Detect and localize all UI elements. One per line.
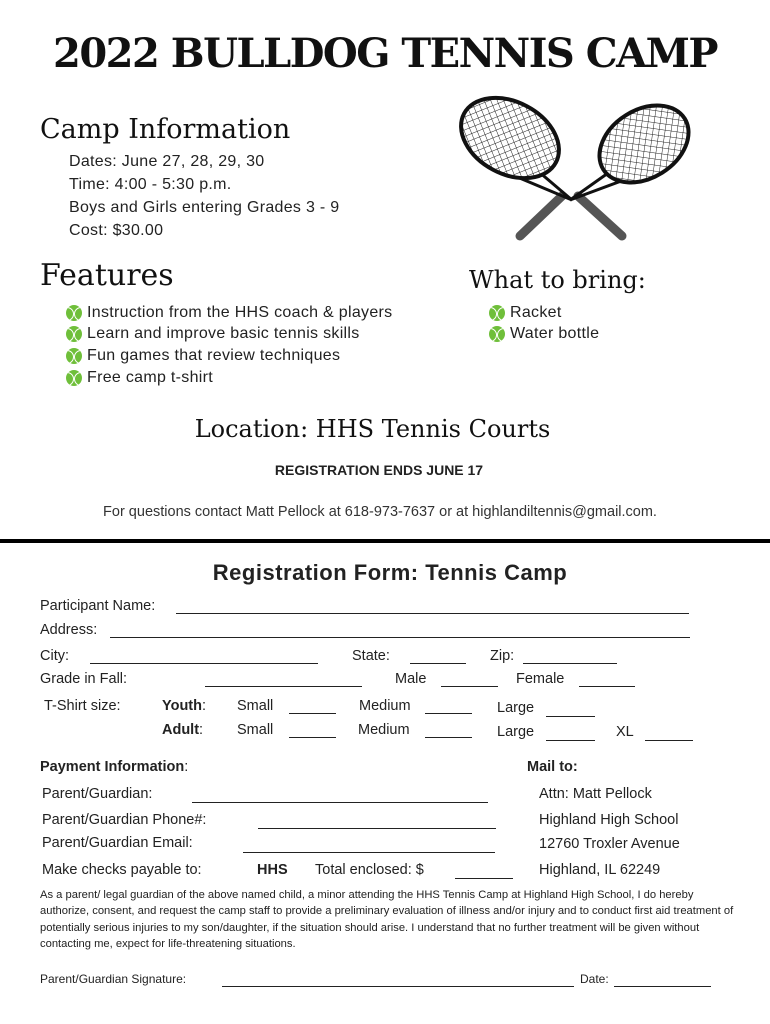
section-divider — [0, 539, 770, 543]
state-label: State: — [352, 648, 390, 664]
youth-small-field[interactable] — [289, 713, 336, 714]
adult-xl-field[interactable] — [645, 740, 693, 741]
camp-dates: Dates: June 27, 28, 29, 30 — [69, 153, 265, 170]
camp-grades: Boys and Girls entering Grades 3 - 9 — [69, 199, 340, 216]
tennis-ball-icon — [66, 370, 82, 386]
tennis-ball-icon — [489, 326, 505, 342]
phone-field[interactable] — [258, 828, 496, 829]
email-field[interactable] — [243, 852, 495, 853]
adult-xl-label: XL — [616, 724, 634, 740]
participant-name-label: Participant Name: — [40, 598, 156, 614]
feature-item — [66, 304, 392, 322]
youth-large-field[interactable] — [546, 716, 595, 717]
youth-large-label: Large — [497, 700, 535, 716]
address-field[interactable] — [110, 637, 690, 638]
form-title: Registration Form: Tennis Camp — [212, 560, 568, 585]
mail-line: Highland High School — [539, 812, 679, 828]
parent-label: Parent/Guardian: — [42, 786, 153, 802]
youth-medium-field[interactable] — [425, 713, 472, 714]
zip-field[interactable] — [523, 663, 617, 664]
checks-label: Make checks payable to: — [42, 862, 202, 878]
male-label: Male — [395, 671, 427, 687]
payee: HHS — [257, 862, 288, 878]
total-enclosed-field[interactable] — [455, 878, 513, 879]
mail-line: Highland, IL 62249 — [539, 862, 661, 878]
date-field[interactable] — [614, 986, 711, 987]
city-label: City: — [40, 648, 69, 664]
adult-small-label: Small — [237, 722, 274, 738]
tennis-ball-icon — [489, 305, 505, 321]
grade-label: Grade in Fall: — [40, 671, 128, 687]
adult-medium-field[interactable] — [425, 737, 472, 738]
mail-line: 12760 Troxler Avenue — [539, 836, 680, 852]
youth-medium-label: Medium — [359, 698, 411, 714]
mail-to-heading: Mail to: — [527, 759, 578, 775]
bring-text: Racket — [510, 304, 562, 321]
participant-name-field[interactable] — [176, 613, 689, 614]
payment-heading: Payment Information: — [40, 759, 189, 775]
signature-label: Parent/Guardian Signature: — [40, 972, 187, 986]
feature-text: Free camp t-shirt — [87, 369, 214, 386]
address-label: Address: — [40, 622, 98, 638]
youth-label: Youth: — [162, 698, 207, 714]
camp-info-heading: Camp Information — [40, 114, 291, 145]
feature-text: Fun games that review techniques — [87, 347, 341, 364]
feature-text: Instruction from the HHS coach & players — [87, 304, 393, 321]
female-label: Female — [516, 671, 565, 687]
feature-item — [66, 369, 213, 387]
date-label: Date: — [580, 972, 609, 986]
feature-text: Learn and improve basic tennis skills — [87, 325, 360, 342]
contact-info: For questions contact Matt Pellock at 618-973-7637 or at highlandiltennis@gmail.com. — [103, 504, 657, 520]
adult-label: Adult: — [162, 722, 204, 738]
tshirt-label: T-Shirt size: — [44, 698, 121, 714]
male-field[interactable] — [441, 686, 498, 687]
email-label: Parent/Guardian Email: — [42, 835, 193, 851]
parent-field[interactable] — [192, 802, 488, 803]
zip-label: Zip: — [490, 648, 515, 664]
tennis-ball-icon — [66, 326, 82, 342]
total-enclosed-label: Total enclosed: $ — [315, 862, 424, 878]
page-title: 2022 BULLDOG TENNIS CAMP — [53, 30, 717, 77]
signature-field[interactable] — [222, 986, 574, 987]
city-field[interactable] — [90, 663, 318, 664]
adult-large-label: Large — [497, 724, 535, 740]
feature-item — [66, 325, 360, 343]
bring-text: Water bottle — [510, 325, 600, 342]
bring-item — [489, 325, 599, 343]
camp-time: Time: 4:00 - 5:30 p.m. — [69, 176, 232, 193]
grade-field[interactable] — [205, 686, 362, 687]
adult-large-field[interactable] — [546, 740, 595, 741]
female-field[interactable] — [579, 686, 635, 687]
tennis-ball-icon — [66, 305, 82, 321]
feature-item — [66, 347, 340, 365]
tennis-ball-icon — [66, 348, 82, 364]
mail-line: Attn: Matt Pellock — [539, 786, 652, 802]
waiver-text: As a parent/ legal guardian of the above named child, a minor attending the HHS Tennis Camp at Highland High School, I do hereby authorize, consent, and request the camp staff to provide a preliminary evaluation of illness and/or injury and to conduct first aid treatment of potentially serious injuries to my son/daughter, if the situation should arise. I understand that no further treatment will be given without contacting me, expect for life-threatening situations. — [40, 889, 734, 951]
adult-small-field[interactable] — [289, 737, 336, 738]
location: Location: HHS Tennis Courts — [194, 415, 551, 443]
youth-small-label: Small — [237, 698, 274, 714]
features-heading: Features — [40, 258, 174, 293]
bring-heading: What to bring: — [469, 266, 646, 294]
tennis-rackets-icon — [452, 94, 698, 246]
bring-item — [489, 304, 562, 322]
phone-label: Parent/Guardian Phone#: — [42, 812, 207, 828]
camp-cost: Cost: $30.00 — [69, 222, 164, 239]
state-field[interactable] — [410, 663, 466, 664]
adult-medium-label: Medium — [358, 722, 410, 738]
registration-deadline: REGISTRATION ENDS JUNE 17 — [274, 462, 484, 478]
